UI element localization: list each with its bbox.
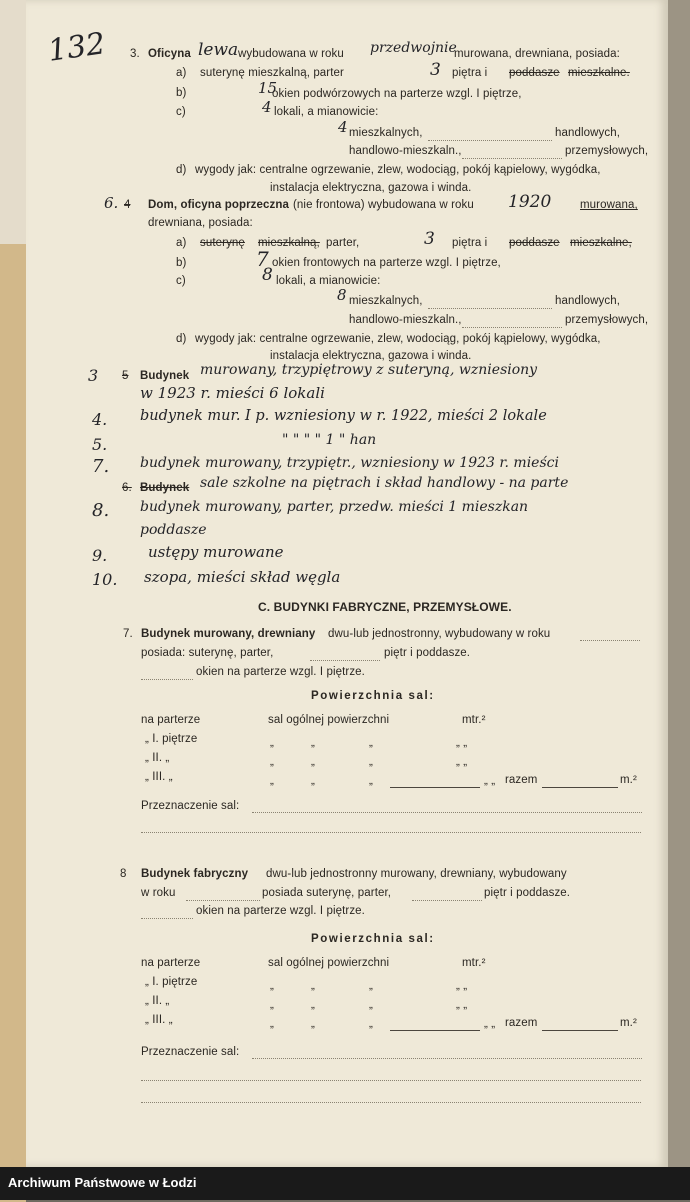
sec7-dots-purpose-2 (141, 832, 641, 833)
sec8-q-1b: „ (311, 980, 315, 992)
sec7-pow-title: Powierzchnia sal: (311, 690, 435, 702)
sec7-heading2: dwu-lub jednostronny, wybudowany w roku (328, 628, 551, 640)
sec7-przeznaczenie: Przeznaczenie sal: (141, 800, 240, 812)
sec6-hw-lokale: 8 (262, 265, 273, 285)
hw-line-4: budynek mur. I p. wzniesiony w r. 1922, mieści 2 lokale (140, 408, 547, 424)
sec8-razem: razem (505, 1017, 538, 1029)
sec8-sum-line (390, 1030, 480, 1031)
hw-num-9: 9. (92, 546, 108, 565)
hw-line-10: szopa, mieści skład węgla (144, 568, 341, 586)
sec3-materials: murowana, drewniana, posiada: (454, 48, 620, 60)
printed-budynek-2: Budynek (140, 482, 190, 494)
sec6-hw-floors: 3 (424, 229, 435, 249)
sec8-p2: „ II. „ (145, 995, 170, 1007)
sec7-q-2b: „ (311, 756, 315, 768)
sec8-dots-purpose-1 (252, 1058, 642, 1059)
sec3-hw-windows: 15 (258, 79, 278, 97)
sec6-a-mieszkalne: mieszkalne, (570, 237, 632, 249)
archive-footer-label: Archiwum Państwowe w Łodzi (8, 1175, 197, 1190)
sec6-a-parter: parter, (326, 237, 360, 249)
sec8-na-parterze: na parterze (141, 957, 201, 969)
sec7-dots-floors (310, 660, 380, 661)
sec7-posiada: posiada: suterynę, parter, (141, 647, 274, 659)
printed-num-5: 5 (122, 370, 129, 382)
sec6-mieszkalnych: mieszkalnych, (349, 295, 423, 307)
hw-line-8a: budynek murowany, parter, przedw. mieści 1 mieszkan (140, 499, 529, 515)
sec7-p1: „ I. piętrze (145, 733, 198, 745)
sec3-dots-1 (428, 140, 552, 141)
sec7-q-3c: „ (369, 775, 373, 787)
sec3-hw-lokale: 4 (262, 98, 272, 116)
section-c-title: C. BUDYNKI FABRYCZNE, PRZEMYSŁOWE. (258, 600, 512, 614)
sec7-num: 7. (123, 628, 133, 640)
hw-line-3b: w 1923 r. mieści 6 lokali (140, 384, 325, 402)
sec6-heading: Dom, oficyna poprzeczna (148, 199, 289, 211)
sec3-a-poddasze: poddasze (509, 67, 560, 79)
sec8-razem-line (542, 1030, 618, 1031)
sec8-q-2a: „ (270, 999, 274, 1011)
sec6-c-text: lokali, a mianowicie: (276, 275, 381, 287)
sec8-pow-title: Powierzchnia sal: (311, 933, 435, 945)
sec6-handlowych: handlowych, (555, 295, 621, 307)
hw-line-5: " " " " 1 " han (282, 432, 377, 448)
hw-line-3a: murowany, trzypiętrowy z suteryną, wzniesiony (200, 362, 538, 378)
hw-line-6: sale szkolne na piętrach i skład handlowy - na parte (200, 475, 569, 491)
sec3-d-letter: d) (176, 164, 187, 176)
sec7-sum-line (390, 787, 480, 788)
sec8-q-3a: „ (270, 1018, 274, 1030)
sec7-q-2a: „ (270, 756, 274, 768)
sec7-dots-windows (141, 679, 193, 680)
printed-num-6: 6. (122, 482, 132, 494)
sec6-hw-windows: 7 (256, 247, 269, 271)
sec8-posiada: posiada suterynę, parter, (262, 887, 392, 899)
sec6-a-poddasze: poddasze (509, 237, 560, 249)
sec8-przeznaczenie: Przeznaczenie sal: (141, 1046, 240, 1058)
sec8-wroku: w roku (141, 887, 176, 899)
sec3-c-letter: c) (176, 106, 186, 118)
sec7-q-1b: „ (311, 737, 315, 749)
printed-budynek: Budynek (140, 370, 190, 382)
sec8-pietr: piętr i poddasze. (484, 887, 571, 899)
hw-line-8b: poddasze (140, 522, 207, 538)
archive-tab-strip (0, 244, 26, 1202)
sec6-d-letter: d) (176, 333, 187, 345)
sec8-num: 8 (120, 868, 127, 880)
sec7-q-2d: „ „ (456, 756, 468, 768)
hw-num-10: 10. (92, 570, 118, 589)
sec6-dots-1 (428, 308, 552, 309)
sec8-q-3b: „ (311, 1018, 315, 1030)
sec8-q-2b: „ (311, 999, 315, 1011)
sec7-na-parterze: na parterze (141, 714, 201, 726)
sec8-p3: „ III. „ (145, 1014, 173, 1026)
archive-footer (0, 1167, 690, 1200)
hw-num-8: 8. (92, 500, 110, 521)
sec8-q-1a: „ (270, 980, 274, 992)
sec6-murowana: murowana, (580, 199, 638, 211)
right-edge (668, 0, 690, 1167)
sec6-przemyslowych: przemysłowych, (565, 314, 649, 326)
sec7-pietr: piętr i poddasze. (384, 647, 471, 659)
sec8-q-3c: „ (369, 1018, 373, 1030)
sec8-q-1c: „ (369, 980, 373, 992)
sec7-razem: razem (505, 774, 538, 786)
sec8-m2: m.² (620, 1017, 637, 1029)
sec3-d-text: wygody jak: centralne ogrzewanie, zlew, wodociąg, pokój kąpielowy, wygódka, (195, 164, 601, 176)
page-number: 132 (45, 26, 108, 69)
sec7-q-1d: „ „ (456, 737, 468, 749)
sec3-a-letter: a) (176, 67, 187, 79)
sec8-dots-purpose-3 (141, 1102, 641, 1103)
sec7-sal-ogolnej: sal ogólnej powierzchni (268, 714, 390, 726)
sec3-c-text: lokali, a mianowicie: (274, 106, 379, 118)
sec7-q-3d: „ „ (484, 775, 496, 787)
sec8-q-1d: „ „ (456, 980, 468, 992)
sec8-mtr: mtr.² (462, 957, 486, 969)
sec8-dots-floors (412, 900, 482, 901)
sec3-built: wybudowana w roku (238, 48, 344, 60)
sec6-a-suteryne: suterynę (200, 237, 245, 249)
sec7-p3: „ III. „ (145, 771, 173, 783)
sec7-q-3a: „ (270, 775, 274, 787)
sec6-a-text2: piętra i (452, 237, 488, 249)
sec6-d-text2: instalacja elektryczna, gazowa i winda. (270, 350, 472, 362)
sec8-sal-ogolnej: sal ogólnej powierzchni (268, 957, 390, 969)
sec7-heading: Budynek murowany, drewniany (141, 628, 316, 640)
sec8-dots-purpose-2 (141, 1080, 641, 1081)
sec7-dots-purpose-1 (252, 812, 642, 813)
hw-num-5: 5. (92, 435, 108, 454)
sec6-num: 4 (124, 199, 131, 211)
sec3-b-text: okien podwórzowych na parterze wzgl. I piętrze, (272, 88, 522, 100)
sec7-razem-line (542, 787, 618, 788)
sec6-handlowo: handlowo-mieszkaln., (349, 314, 462, 326)
sec3-num: 3. (130, 48, 140, 60)
sec6-hw-year: 1920 (508, 192, 552, 212)
hw-num-7: 7. (92, 456, 110, 477)
sec3-handlowych: handlowych, (555, 127, 621, 139)
sec3-dots-2 (462, 158, 562, 159)
sec8-q-2c: „ (369, 999, 373, 1011)
sec8-p1: „ I. piętrze (145, 976, 198, 988)
sec8-dots-windows (141, 918, 193, 919)
sec7-q-2c: „ (369, 756, 373, 768)
sec6-a-mieszkalna: mieszkalną, (258, 237, 320, 249)
sec6-c-letter: c) (176, 275, 186, 287)
left-margin (0, 0, 26, 1167)
sec7-m2: m.² (620, 774, 637, 786)
hw-line-7: budynek murowany, trzypiętr., wzniesiony w 1923 r. mieści (140, 455, 559, 471)
sec3-a-text2: piętra i (452, 67, 488, 79)
sec7-mtr: mtr.² (462, 714, 486, 726)
sec8-heading2: dwu-lub jednostronny murowany, drewniany, wybudowany (266, 868, 567, 880)
sec7-okien: okien na parterze wzgl. I piętrze. (196, 666, 365, 678)
sec6-heading2: (nie frontowa) wybudowana w roku (293, 199, 474, 211)
sec8-q-2d: „ „ (456, 999, 468, 1011)
sec6-d-text: wygody jak: centralne ogrzewanie, zlew, wodociąg, pokój kąpielowy, wygódka, (195, 333, 601, 345)
sec3-d-text2: instalacja elektryczna, gazowa i winda. (270, 182, 472, 194)
hw-line-9: ustępy murowane (148, 543, 284, 561)
hw-num-4: 4. (92, 410, 108, 429)
sec3-a-mieszkalne: mieszkalne. (568, 67, 630, 79)
sec3-hw-year: przedwojnie (370, 40, 457, 56)
sec3-mieszkalnych: mieszkalnych, (349, 127, 423, 139)
sec6-dots-2 (462, 327, 562, 328)
sec3-hw-kind: lewa (198, 40, 239, 60)
hw-num-3: 3 (88, 366, 99, 385)
sec7-q-1c: „ (369, 737, 373, 749)
sec3-heading: Oficyna (148, 48, 191, 60)
sec3-hw-floors: 3 (430, 60, 441, 80)
sec8-heading: Budynek fabryczny (141, 868, 249, 880)
sec3-handlowo: handlowo-mieszkaln., (349, 145, 462, 157)
sec7-dots-year (580, 640, 640, 641)
sec6-line2: drewniana, posiada: (148, 217, 253, 229)
sec8-dots-year (186, 900, 260, 901)
sec3-przemyslowych: przemysłowych, (565, 145, 649, 157)
sec6-hw-num: 6. (104, 194, 119, 212)
sec6-a-letter: a) (176, 237, 187, 249)
sec7-p2: „ II. „ (145, 752, 170, 764)
sec6-hw-mieszk: 8 (337, 286, 347, 304)
sec7-q-1a: „ (270, 737, 274, 749)
sec8-q-3d: „ „ (484, 1018, 496, 1030)
sec3-a-text: suterynę mieszkalną, parter (200, 67, 344, 79)
sec7-q-3b: „ (311, 775, 315, 787)
sec3-hw-mieszk: 4 (338, 118, 348, 136)
sec6-b-letter: b) (176, 257, 187, 269)
sec8-okien: okien na parterze wzgl. I piętrze. (196, 905, 365, 917)
sec3-b-letter: b) (176, 87, 187, 99)
sec6-b-text: okien frontowych na parterze wzgl. I piętrze, (272, 257, 501, 269)
